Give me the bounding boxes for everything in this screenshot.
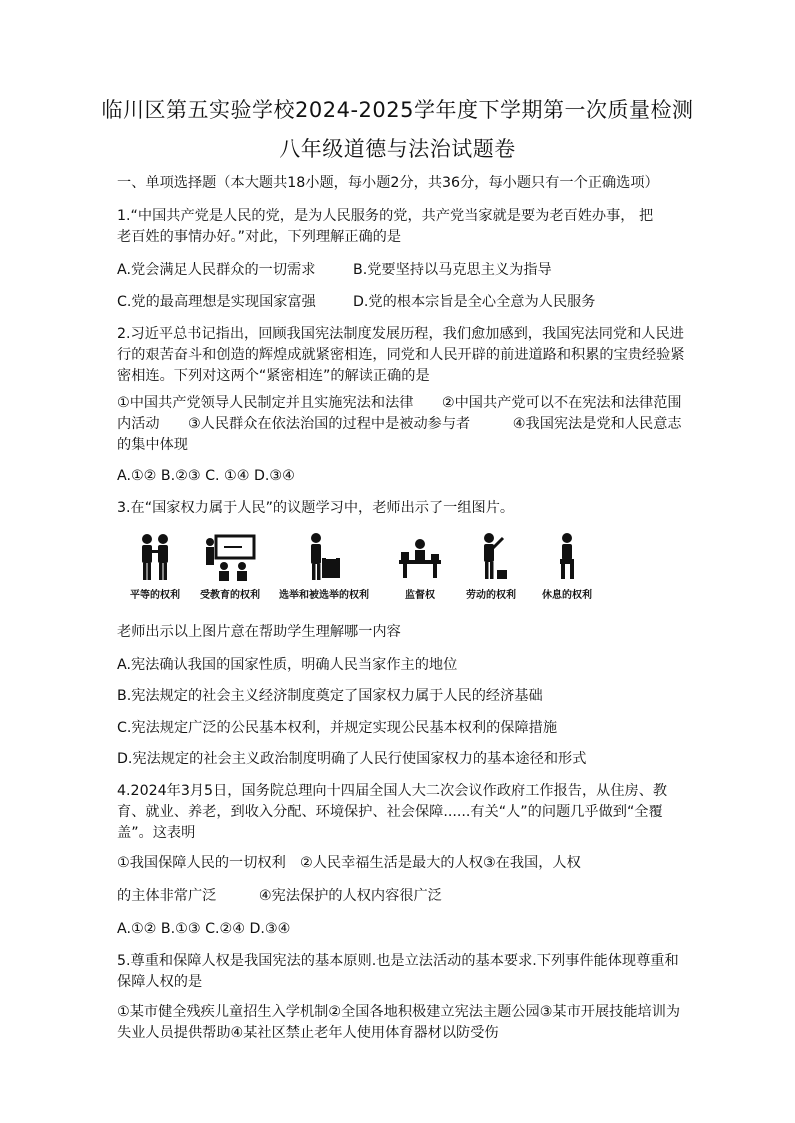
- ballot-box-icon: [302, 532, 346, 582]
- q3-option-c: C.宪法规定广泛的公民基本权利，并规定实现公民基本权利的保障措施: [117, 720, 558, 736]
- q3-option-a: A.宪法确认我国的国家性质，明确人民当家作主的地位: [117, 657, 458, 673]
- q3-option-b: B.宪法规定的社会主义经济制度奠定了国家权力属于人民的经济基础: [117, 688, 543, 704]
- pic-election-rights: [265, 532, 383, 604]
- q4-stem: 4.2024年3月5日，国务院总理向十四届全国人大二次会议作政府工作报告，从住房、教育、就业、养老，到收入分配、环境保护、社会保障......有关“人”的问题几乎做到“全覆盖”。这表明: [117, 783, 668, 841]
- exam-subtitle: 八年级道德与法治试题卷: [279, 137, 516, 161]
- classroom-icon: [202, 532, 258, 582]
- q2-items: ①中国共产党领导人民制定并且实施宪法和法律 ②中国共产党可以不在宪法和法律范围内活动 ③人民群众在依法治国的过程中是被动参与者 ④我国宪法是党和人民意志的集中体现: [117, 395, 682, 453]
- q3-stem: 3.在“国家权力属于人民”的议题学习中，老师出示了一组图片。: [117, 500, 515, 516]
- q1-stem-line2: 老百姓的事情办好。”对此，下列理解正确的是: [117, 229, 402, 245]
- exam-title: 临川区第五实验学校2024-2025学年度下学期第一次质量检测: [101, 98, 694, 122]
- supervision-desk-icon: [397, 532, 443, 582]
- caption-labor-rights: 劳动的权利: [466, 590, 516, 601]
- q1-option-d: D.党的根本宗旨是全心全意为人民服务: [353, 294, 596, 310]
- pic-equal-rights: [117, 532, 193, 604]
- caption-education-rights: 受教育的权利: [200, 590, 260, 601]
- q1-option-a: A.党会满足人民群众的一切需求: [117, 262, 316, 278]
- caption-supervision-rights: 监督权: [405, 590, 435, 601]
- q1-option-c: C.党的最高理想是实现国家富强: [117, 294, 316, 310]
- section-heading: 一、单项选择题（本大题共18小题，每小题2分，共36分，每小题只有一个正确选项）: [117, 175, 659, 191]
- q3-after-text: 老师出示以上图片意在帮助学生理解哪一内容: [117, 624, 401, 640]
- pic-education-rights: [187, 532, 273, 604]
- worker-icon: [471, 532, 511, 582]
- q4-items-line2: 的主体非常广泛 ④宪法保护的人权内容很广泛: [117, 888, 442, 904]
- pic-rest-rights: [529, 532, 605, 604]
- q1-option-b: B.党要坚持以马克思主义为指导: [353, 262, 552, 278]
- q4-items-line1: ①我国保障人民的一切权利 ②人民幸福生活是最大的人权③在我国，人权: [117, 855, 581, 871]
- caption-election-rights: 选举和被选举的权利: [279, 590, 369, 601]
- q1-stem-line1: 1.“中国共产党是人民的党，是为人民服务的党，共产党当家就是要为老百姓办事， 把: [117, 208, 654, 224]
- q5-items: ①某市健全残疾儿童招生入学机制②全国各地积极建立宪法主题公园③某市开展技能培训为失业人员提供帮助④某社区禁止老年人使用体育器材以防受伤: [117, 1004, 681, 1041]
- two-people-icon: [135, 532, 175, 582]
- resting-person-icon: [547, 532, 587, 582]
- q3-picture-strip: [117, 532, 607, 604]
- q2-stem: 2.习近平总书记指出，回顾我国宪法制度发展历程，我们愈加感到，我国宪法同党和人民进行的艰苦奋斗和创造的辉煌成就紧密相连，同党和人民开辟的前进道路和积累的宝贵经验紧密相连。下列对这两个“紧密相连”的解读正确的是: [117, 326, 685, 384]
- q5-stem: 5.尊重和保障人权是我国宪法的基本原则.也是立法活动的基本要求.下列事件能体现尊重和保障人权的是: [117, 953, 679, 990]
- q2-options: A.①② B.②③ C. ①④ D.③④: [117, 468, 295, 484]
- q4-options: A.①② B.①③ C.②④ D.③④: [117, 921, 291, 937]
- caption-equal-rights: 平等的权利: [130, 590, 180, 601]
- pic-labor-rights: [453, 532, 529, 604]
- q3-option-d: D.宪法规定的社会主义政治制度明确了人民行使国家权力的基本途径和形式: [117, 751, 587, 767]
- pic-supervision-rights: [385, 532, 455, 604]
- caption-rest-rights: 休息的权利: [542, 590, 592, 601]
